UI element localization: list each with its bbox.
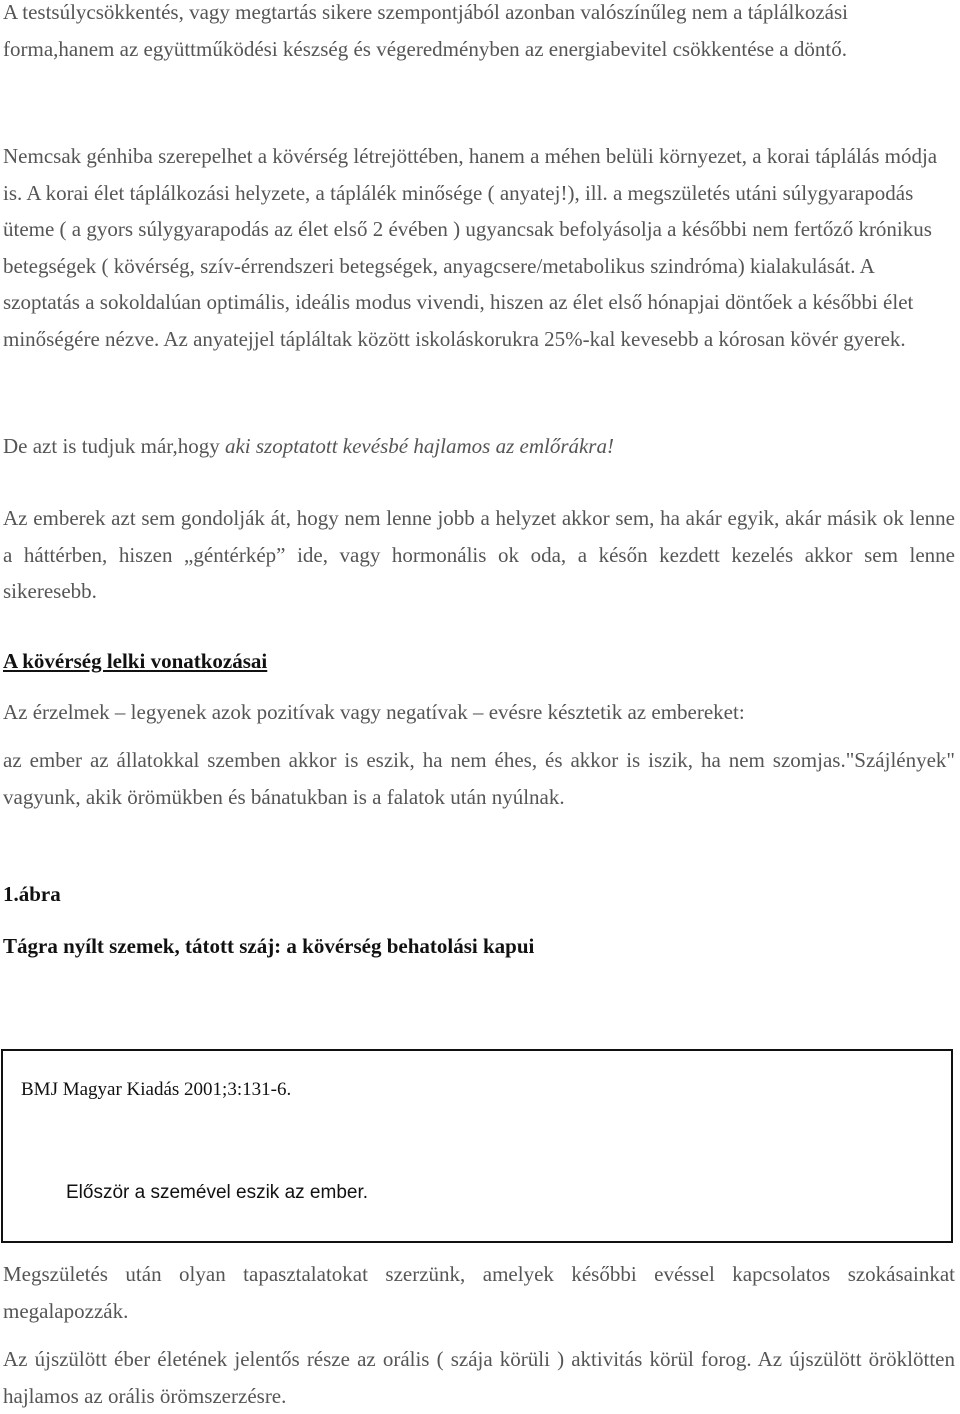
paragraph-breastfeeding-lead: De azt is tudjuk már,hogy: [3, 434, 225, 458]
paragraph-emotions: Az érzelmek – legyenek azok pozitívak vagy negatívak – evésre késztetik az embereket:: [3, 700, 745, 724]
figure-box: [1, 1049, 953, 1243]
paragraph-experiences: Megszületés után olyan tapasztalatokat szerzünk, amelyek későbbi evéssel kapcsolatos szokásainkat megalapozzák.: [3, 1262, 955, 1323]
paragraph-breastfeeding-italic: aki szoptatott kevésbé hajlamos az emlőrákra!: [224, 434, 614, 458]
figure-number: 1.ábra: [3, 882, 61, 906]
paragraph-causes: Az emberek azt sem gondolják át, hogy nem lenne jobb a helyzet akkor sem, ha akár egyik, akár másik ok lenne a háttérben, hiszen „géntérkép” ide, vagy hormonális ok oda, a későn kezdett kezelés akkor sem lenne sikeresebb.: [3, 506, 955, 603]
figure-citation: BMJ Magyar Kiadás 2001;3:131-6.: [21, 1079, 292, 1100]
paragraph-genetics: Nemcsak génhiba szerepelhet a kövérség létrejöttében, hanem a méhen belüli környezet, a korai táplálás módja is. A korai élet táplálkozási helyzete, a táplálék minősége ( anyatej!), ill. a megszületés utáni súlygyarapodás üteme ( a gyors súlygyarapodás az élet első 2 évében ) ugyancsak befolyásolja a későbbi nem fertőző krónikus betegségek ( kövérség, szív-érrendszeri betegségek, anyagcsere/metabolikus szindróma) kialakulását. A szoptatás a sokoldalúan optimális, ideális modus vivendi, hiszen az élet első hónapjai döntőek a későbbi élet minőségére nézve. Az anyatejjel tápláltak között iskoláskorukra 25%-kal kevesebb a kórosan kövér gyerek.: [3, 144, 938, 351]
paragraph-intro: A testsúlycsökkentés, vagy megtartás sikere szempontjából azonban valószínűleg nem a táplálkozási forma,hanem az együttműködési készség és végeredményben az energiabevitel csökkentése a döntő.: [3, 0, 849, 61]
figure-title: Tágra nyílt szemek, tátott száj: a kövérség behatolási kapui: [3, 934, 535, 958]
figure-caption: Először a szemével eszik az ember.: [66, 1182, 369, 1203]
paragraph-newborn: Az újszülött éber életének jelentős része az orális ( szája körüli ) aktivitás körül forog. Az újszülött öröklötten hajlamos az orális örömszerzésre.: [3, 1347, 955, 1408]
section-heading: A kövérség lelki vonatkozásai: [3, 649, 268, 673]
paragraph-breastfeeding: [3, 428, 955, 465]
paragraph-mouth-creatures: az ember az állatokkal szemben akkor is eszik, ha nem éhes, és akkor is iszik, ha nem szomjas."Szájlények" vagyunk, akik örömükben és bánatukban is a falatok után nyúlnak.: [3, 748, 955, 809]
